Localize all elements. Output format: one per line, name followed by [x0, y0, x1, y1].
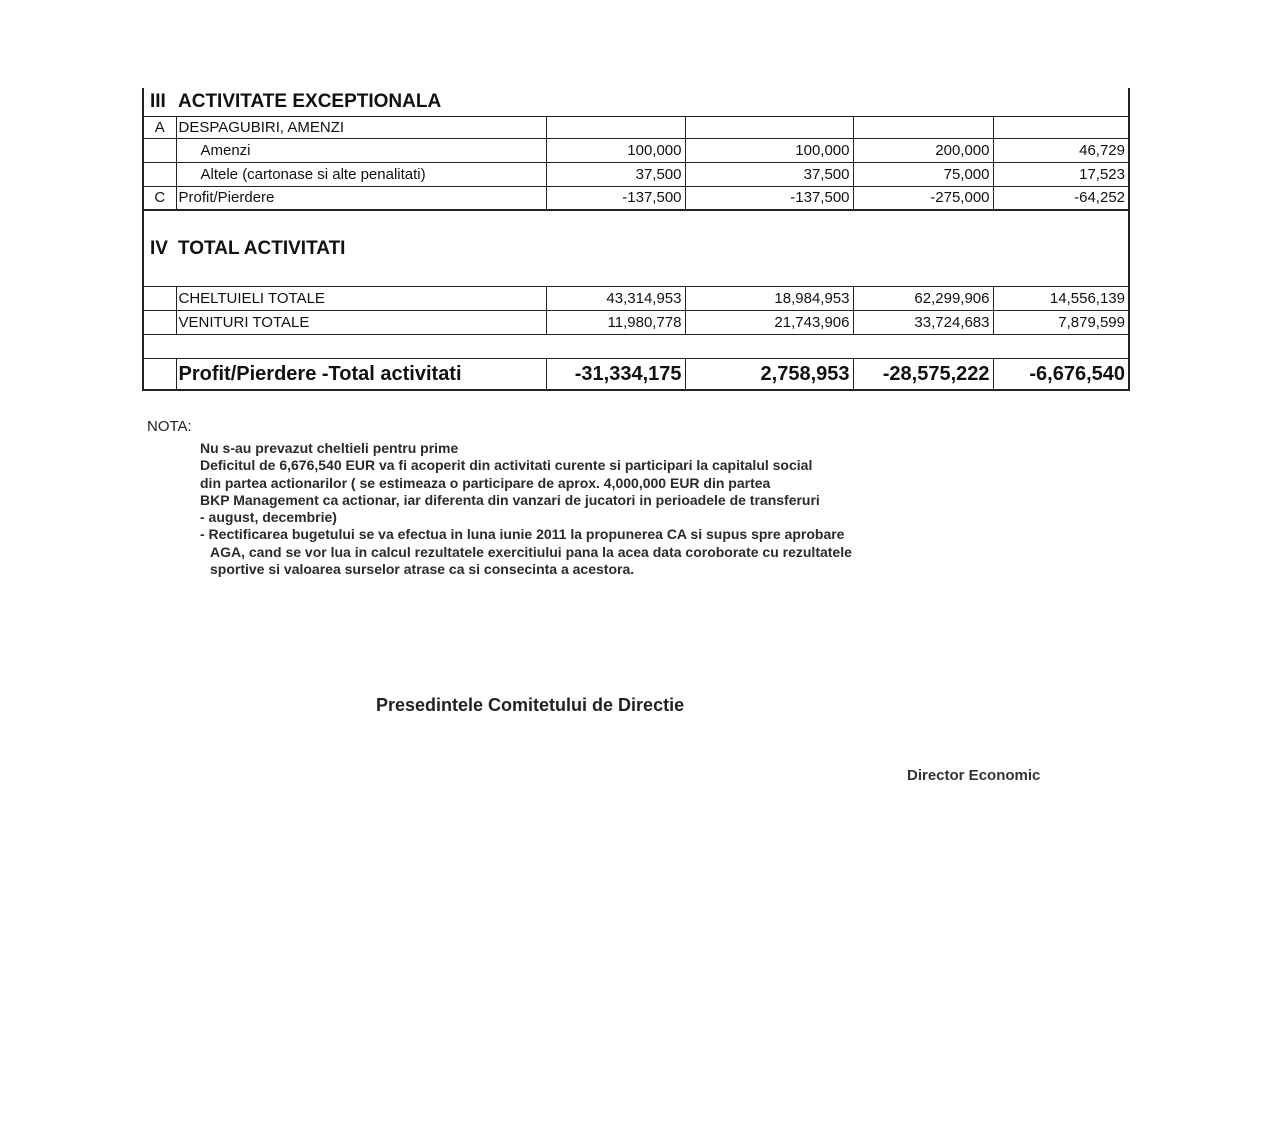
budget-table — [142, 88, 1130, 391]
cell-value: -64,252 — [993, 186, 1129, 210]
total-label: Profit/Pierdere -Total activitati — [176, 358, 546, 390]
section-4-title: TOTAL ACTIVITATI — [176, 210, 546, 286]
cell-value: 33,724,683 — [853, 310, 993, 334]
group-a-row — [143, 116, 1129, 138]
section-3-title: ACTIVITATE EXCEPTIONALA — [176, 88, 546, 116]
cell-value: 43,314,953 — [546, 286, 685, 310]
cell-value: 18,984,953 — [685, 286, 853, 310]
row-label: VENITURI TOTALE — [176, 310, 546, 334]
note-line: din partea actionarilor ( se estimeaza o participare de aprox. 4,000,000 EUR din partea — [200, 474, 771, 491]
note-line: AGA, cand se vor lua in calcul rezultatele exercitiului pana la acea data coroborate cu rezultatele — [210, 543, 852, 560]
note-label: NOTA: — [147, 418, 192, 435]
row-label: CHELTUIELI TOTALE — [176, 286, 546, 310]
note-line: Deficitul de 6,676,540 EUR va fi acoperit din activitati curente si participari la capitalul social — [200, 457, 813, 474]
note-line: - august, decembrie) — [200, 509, 337, 526]
director-signature-title: Director Economic — [907, 767, 1041, 784]
note-line: BKP Management ca actionar, iar diferenta din vanzari de jucatori in perioadele de transferuri — [200, 491, 820, 508]
row-label: Profit/Pierdere — [176, 186, 546, 210]
section-4-index: IV — [143, 210, 176, 286]
president-signature-title: Presedintele Comitetului de Directie — [376, 695, 685, 715]
cell-value: 17,523 — [993, 162, 1129, 186]
row-label: Amenzi — [176, 138, 546, 162]
cell-value: 75,000 — [853, 162, 993, 186]
cell-value: 62,299,906 — [853, 286, 993, 310]
cell-value: -275,000 — [853, 186, 993, 210]
table-row — [143, 286, 1129, 310]
total-value: -6,676,540 — [993, 358, 1129, 390]
cell-value: -137,500 — [546, 186, 685, 210]
cell-value: 7,879,599 — [993, 310, 1129, 334]
cell-value: -137,500 — [685, 186, 853, 210]
section-3-index: III — [143, 88, 176, 116]
note-line: sportive si valoarea surselor atrase ca si consecinta a acestora. — [210, 561, 635, 578]
total-row — [143, 358, 1129, 390]
cell-value: 200,000 — [853, 138, 993, 162]
section-4-header-row — [143, 210, 1129, 286]
group-a-index: A — [143, 116, 176, 138]
row-label: Altele (cartonase si alte penalitati) — [176, 162, 546, 186]
note-line: - Rectificarea bugetului se va efectua in luna iunie 2011 la propunerea CA si supus spre aprobare — [200, 526, 845, 543]
table-row — [143, 162, 1129, 186]
total-value: -31,334,175 — [546, 358, 685, 390]
section-3-header-row — [143, 88, 1129, 116]
note-line: Nu s-au prevazut cheltieli pentru prime — [200, 440, 459, 456]
cell-value: 46,729 — [993, 138, 1129, 162]
cell-value: 37,500 — [685, 162, 853, 186]
total-value: -28,575,222 — [853, 358, 993, 390]
cell-value: 14,556,139 — [993, 286, 1129, 310]
profit-index: C — [143, 186, 176, 210]
note-block — [200, 440, 1100, 578]
group-a-label: DESPAGUBIRI, AMENZI — [176, 116, 546, 138]
table-row — [143, 138, 1129, 162]
section-3-profit-row — [143, 186, 1129, 210]
cell-value: 11,980,778 — [546, 310, 685, 334]
table-row — [143, 310, 1129, 334]
spacer-row — [143, 334, 1129, 358]
total-value: 2,758,953 — [685, 358, 853, 390]
cell-value: 100,000 — [685, 138, 853, 162]
cell-value: 37,500 — [546, 162, 685, 186]
cell-value: 100,000 — [546, 138, 685, 162]
cell-value: 21,743,906 — [685, 310, 853, 334]
